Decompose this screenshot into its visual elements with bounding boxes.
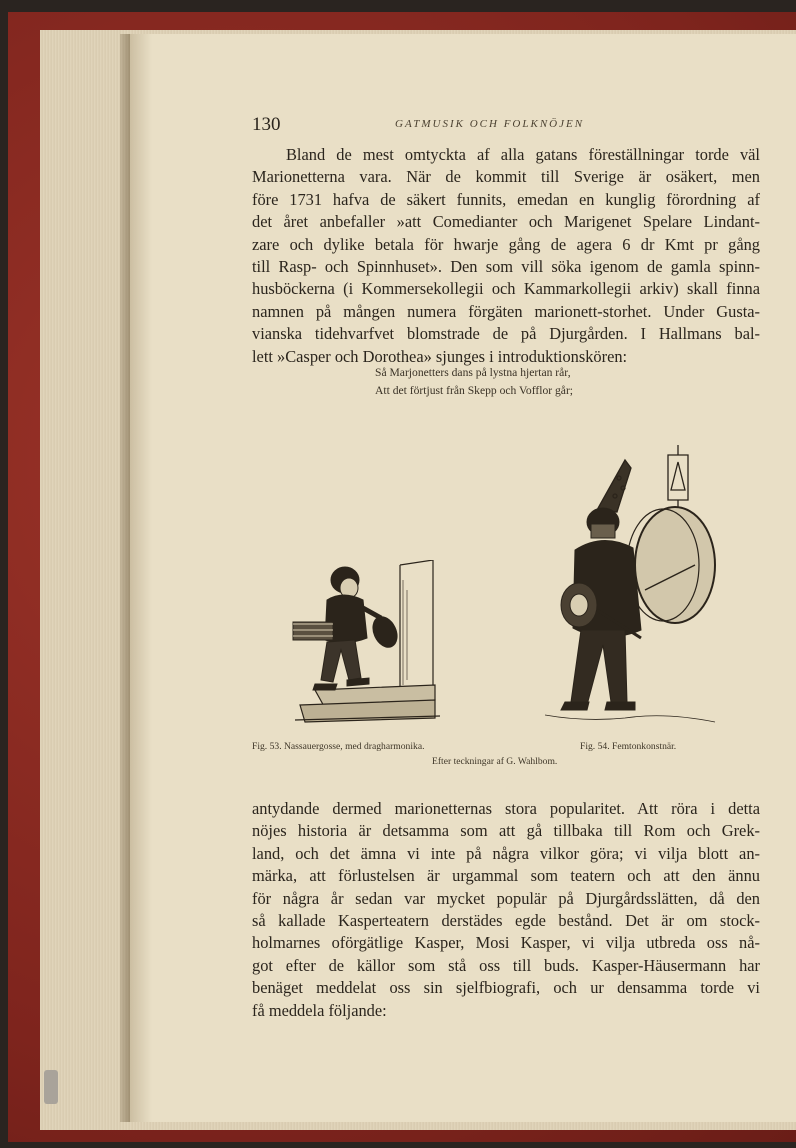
- text-line: holmarnes oförgätlige Kasper, Mosi Kasper, vi vilja utbreda oss nå-: [252, 933, 760, 953]
- text-line: antydande dermed marionetternas stora popularitet. Att röra i detta: [252, 799, 760, 818]
- page-number: 130: [252, 114, 281, 135]
- figure-54-caption: Fig. 54. Femtonkonstnär.: [580, 741, 677, 752]
- text-line: husböckerna (i Kommersekollegii och Kammarkollegii arkiv) skall finna: [252, 279, 760, 299]
- text-line: så kallade Kasperteatern derstädes egde bestånd. Det är om stock-: [252, 911, 760, 931]
- text-line: märka, att förlustelsen är urgammal som teatern och att den ännu: [252, 866, 760, 886]
- figure-53-caption: Fig. 53. Nassauergosse, med dragharmonika.: [252, 741, 425, 752]
- text-line: lett »Casper och Dorothea» sjunges i introduktionskören:: [252, 346, 628, 366]
- text-line: vianska tidehvarfvet blomstrade de på Djurgården. I Hallmans bal-: [252, 324, 760, 344]
- text-line: Marionetterna vara. När de kommit till Sverige är osäkert, men: [252, 167, 760, 187]
- text-line: zare och dylike betala för hwarje gång de agera 6 dr Kmt pr gång: [252, 234, 760, 254]
- page-clip: [44, 1070, 58, 1104]
- text-line: till Rasp- och Spinnhuset». Den som vill söka igenom de gamla spinn-: [252, 257, 760, 277]
- running-title: GATMUSIK OCH FOLKNÖJEN: [395, 118, 585, 130]
- text-line: det året anbefaller »att Comedianter och Marigenet Spelare Lindant-: [252, 212, 760, 232]
- figures-credit: Efter teckningar af G. Wahlbom.: [432, 756, 558, 767]
- text-line: för några år sedan var mycket populär på Djurgårdsslätten, då den: [252, 888, 760, 908]
- text-line: nöjes historia är detsamma som att gå tillbaka till Rom och Grek-: [252, 821, 760, 841]
- figure-54-illustration: [545, 440, 735, 735]
- poem-quote: [375, 364, 573, 400]
- text-line: land, och det ämna vi inte på några vilkor göra; vi vilja blott an-: [252, 843, 760, 863]
- text-line: få meddela följande:: [252, 1000, 387, 1020]
- poem-line: Så Marjonetters dans på lystna hjertan rår,: [375, 366, 571, 379]
- paragraph-2: [252, 798, 760, 1022]
- text-line: Bland de mest omtyckta af alla gatans föreställningar torde väl: [286, 145, 760, 164]
- text-line: före 1731 hafva de säkert funnits, emedan en kunglig förordning af: [252, 189, 760, 209]
- text-line: benäget meddelat oss sin sjelfbiografi, och ur densamma torde vi: [252, 978, 760, 998]
- text-line: got efter de källor som stå oss till buds. Kasper-Häusermann har: [252, 955, 760, 975]
- text-line: namnen på mången numera förgäten marionett-storhet. Under Gusta-: [252, 301, 760, 321]
- paragraph-1: [252, 144, 760, 368]
- figure-53-illustration: [285, 560, 460, 725]
- poem-line: Att det förtjust från Skepp och Vofflor går;: [375, 384, 574, 397]
